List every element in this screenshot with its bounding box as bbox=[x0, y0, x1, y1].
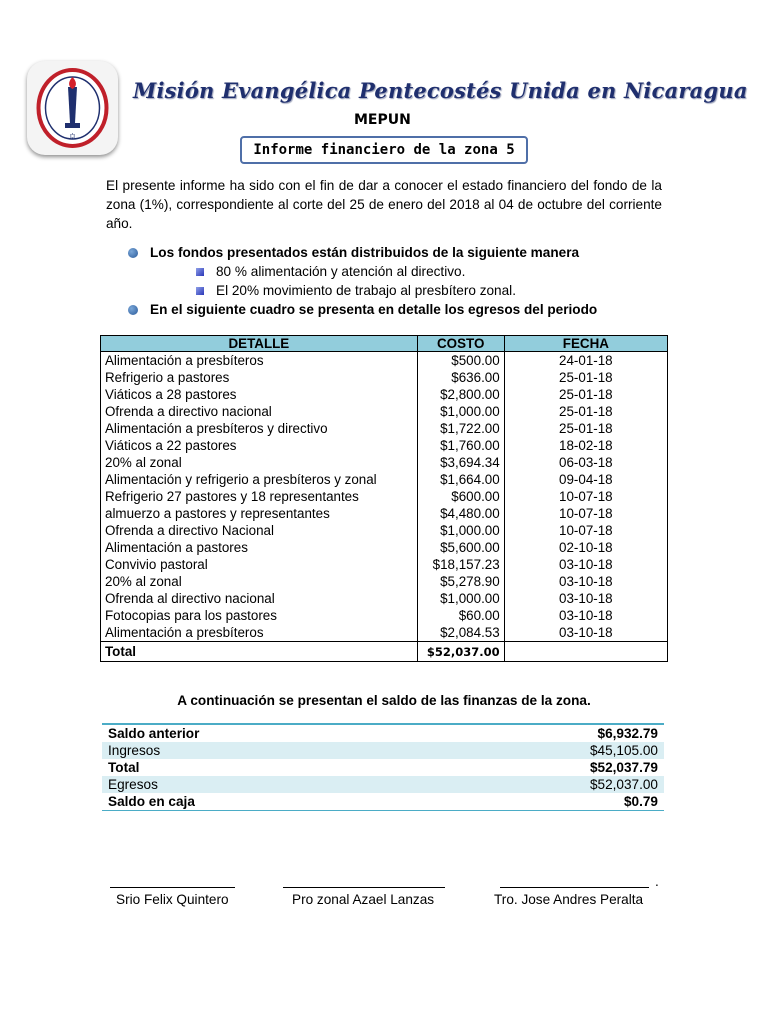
expense-date: 24-01-18 bbox=[504, 352, 667, 370]
expenses-total-row bbox=[101, 642, 668, 662]
expense-cost: $18,157.23 bbox=[417, 556, 504, 573]
expense-detail: Ofrenda a directivo Nacional bbox=[101, 522, 418, 539]
funds-item bbox=[196, 264, 465, 279]
expense-row bbox=[101, 522, 668, 539]
balance-label: Saldo anterior bbox=[108, 725, 200, 741]
expense-cost: $1,760.00 bbox=[417, 437, 504, 454]
expense-row bbox=[101, 420, 668, 437]
expense-row bbox=[101, 556, 668, 573]
organization-acronym: MEPUN bbox=[354, 112, 411, 128]
expense-detail: Alimentación y refrigerio a presbíteros y zonal bbox=[101, 471, 418, 488]
expense-row bbox=[101, 624, 668, 642]
column-header-date: FECHA bbox=[504, 336, 667, 352]
funds-item-text: 80 % alimentación y atención al directivo. bbox=[216, 264, 466, 279]
expense-date: 25-01-18 bbox=[504, 386, 667, 403]
bullet-square-icon bbox=[196, 287, 204, 295]
column-header-detail: DETALLE bbox=[101, 336, 418, 352]
balance-row bbox=[102, 793, 664, 811]
expense-date: 18-02-18 bbox=[504, 437, 667, 454]
expense-detail: 20% al zonal bbox=[101, 454, 418, 471]
expense-detail: Ofrenda a directivo nacional bbox=[101, 403, 418, 420]
balance-value: $52,037.00 bbox=[419, 776, 664, 793]
funds-item-text: El 20% movimiento de trabajo al presbítero zonal. bbox=[216, 283, 516, 298]
expense-row bbox=[101, 437, 668, 454]
column-header-cost: COSTO bbox=[417, 336, 504, 352]
expense-date: 10-07-18 bbox=[504, 488, 667, 505]
expense-row bbox=[101, 505, 668, 522]
expense-row bbox=[101, 471, 668, 488]
expense-cost: $1,722.00 bbox=[417, 420, 504, 437]
expense-detail: Alimentación a presbíteros y directivo bbox=[101, 420, 418, 437]
expense-cost: $1,000.00 bbox=[417, 522, 504, 539]
expense-detail: Fotocopias para los pastores bbox=[101, 607, 418, 624]
balance-value: $52,037.79 bbox=[589, 759, 658, 775]
expense-detail: Alimentación a presbíteros bbox=[101, 624, 418, 642]
balance-value: $0.79 bbox=[623, 793, 658, 809]
expense-row bbox=[101, 454, 668, 471]
expense-row bbox=[101, 539, 668, 556]
expense-cost: $2,800.00 bbox=[417, 386, 504, 403]
expense-row bbox=[101, 607, 668, 624]
balance-row bbox=[102, 776, 664, 793]
expense-row bbox=[101, 573, 668, 590]
report-title: Informe financiero de la zona 5 bbox=[240, 136, 528, 164]
expense-cost: $1,000.00 bbox=[417, 590, 504, 607]
expense-cost: $636.00 bbox=[417, 369, 504, 386]
expense-detail: Ofrenda al directivo nacional bbox=[101, 590, 418, 607]
balance-value: $6,932.79 bbox=[597, 725, 658, 741]
expense-cost: $60.00 bbox=[417, 607, 504, 624]
bullet-dot-icon bbox=[128, 248, 138, 258]
expense-date: 10-07-18 bbox=[504, 522, 667, 539]
table-heading: En el siguiente cuadro se presenta en detalle los egresos del periodo bbox=[150, 302, 598, 317]
expense-detail: Viáticos a 22 pastores bbox=[101, 437, 418, 454]
balance-heading: A continuación se presentan el saldo de las finanzas de la zona. bbox=[177, 693, 591, 708]
expenses-total-value: $52,037.00 bbox=[417, 642, 504, 662]
balance-label: Saldo en caja bbox=[108, 793, 195, 809]
balance-row bbox=[102, 724, 664, 742]
expense-row bbox=[101, 403, 668, 420]
expense-cost: $500.00 bbox=[417, 352, 504, 370]
funds-item bbox=[196, 283, 516, 298]
expense-cost: $2,084.53 bbox=[417, 624, 504, 642]
balance-table bbox=[102, 723, 664, 811]
expense-detail: Refrigerio a pastores bbox=[101, 369, 418, 386]
expense-date: 03-10-18 bbox=[504, 556, 667, 573]
expense-cost: $600.00 bbox=[417, 488, 504, 505]
expense-row bbox=[101, 352, 668, 370]
organization-title: Misión Evangélica Pentecostés Unida en Nicaragua bbox=[133, 78, 748, 103]
signature-line bbox=[110, 887, 235, 888]
expense-date: 03-10-18 bbox=[504, 573, 667, 590]
expense-row bbox=[101, 386, 668, 403]
signature-name: Tro. Jose Andres Peralta bbox=[494, 892, 644, 907]
organization-logo bbox=[27, 61, 118, 155]
expense-detail: Convivio pastoral bbox=[101, 556, 418, 573]
expense-detail: Viáticos a 28 pastores bbox=[101, 386, 418, 403]
expense-date: 03-10-18 bbox=[504, 607, 667, 624]
expense-detail: Refrigerio 27 pastores y 18 representantes bbox=[101, 488, 418, 505]
intro-paragraph: El presente informe ha sido con el fin de dar a conocer el estado financiero del fondo de la zona (1%), correspondiente al corte del 25 de enero del 2018 al 04 de octubre del corriente año. bbox=[106, 178, 662, 231]
expense-date: 02-10-18 bbox=[504, 539, 667, 556]
expense-date: 03-10-18 bbox=[504, 590, 667, 607]
expense-row bbox=[101, 369, 668, 386]
expense-cost: $5,600.00 bbox=[417, 539, 504, 556]
funds-heading-bullet bbox=[128, 245, 579, 260]
balance-row bbox=[102, 742, 664, 759]
expense-date: 09-04-18 bbox=[504, 471, 667, 488]
expense-date: 25-01-18 bbox=[504, 420, 667, 437]
expense-detail: 20% al zonal bbox=[101, 573, 418, 590]
signature-line bbox=[500, 887, 649, 888]
funds-heading: Los fondos presentados están distribuidos de la siguiente manera bbox=[150, 245, 580, 260]
expense-row bbox=[101, 590, 668, 607]
signature-name: Srio Felix Quintero bbox=[116, 892, 229, 907]
bullet-square-icon bbox=[196, 268, 204, 276]
expense-cost: $4,480.00 bbox=[417, 505, 504, 522]
expense-detail: Alimentación a pastores bbox=[101, 539, 418, 556]
balance-label: Ingresos bbox=[102, 742, 419, 759]
expense-date: 25-01-18 bbox=[504, 369, 667, 386]
signature-name: Pro zonal Azael Lanzas bbox=[292, 892, 435, 907]
logo-emblem-icon bbox=[35, 67, 110, 149]
expense-row bbox=[101, 488, 668, 505]
expense-cost: $1,664.00 bbox=[417, 471, 504, 488]
expense-date: 03-10-18 bbox=[504, 624, 667, 642]
expenses-total-empty bbox=[504, 642, 667, 662]
balance-label: Total bbox=[108, 759, 140, 775]
expense-detail: almuerzo a pastores y representantes bbox=[101, 505, 418, 522]
balance-value: $45,105.00 bbox=[419, 742, 664, 759]
balance-label: Egresos bbox=[102, 776, 419, 793]
bullet-dot-icon bbox=[128, 305, 138, 315]
expense-detail: Alimentación a presbíteros bbox=[101, 352, 418, 370]
expenses-header-row bbox=[101, 336, 668, 352]
expenses-table bbox=[100, 335, 668, 662]
expense-date: 06-03-18 bbox=[504, 454, 667, 471]
expense-cost: $1,000.00 bbox=[417, 403, 504, 420]
expense-cost: $3,694.34 bbox=[417, 454, 504, 471]
signature-line bbox=[283, 887, 445, 888]
expense-date: 25-01-18 bbox=[504, 403, 667, 420]
expenses-total-label: Total bbox=[101, 642, 418, 662]
signature-trailing-mark: . bbox=[655, 874, 659, 889]
table-heading-bullet bbox=[128, 302, 597, 317]
expense-cost: $5,278.90 bbox=[417, 573, 504, 590]
expense-date: 10-07-18 bbox=[504, 505, 667, 522]
balance-row bbox=[102, 759, 664, 776]
